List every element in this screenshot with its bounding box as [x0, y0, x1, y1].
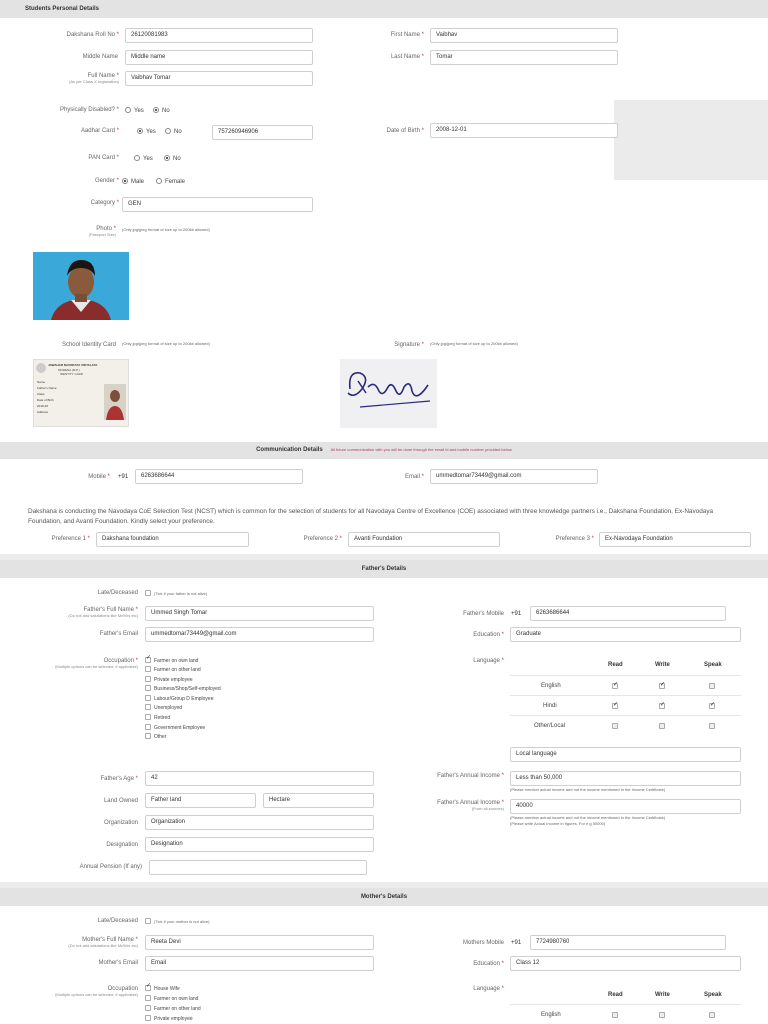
pan-label: PAN Card * [88, 155, 119, 161]
father-org-input[interactable]: Organization [145, 815, 374, 830]
mother-email-input[interactable]: Email [145, 956, 374, 971]
id-card-line-3: Father's Name [37, 386, 57, 390]
photo-label: Photo * (Passport Size) [88, 226, 116, 237]
father-late-label: Late/Deceased [97, 590, 138, 596]
mother-language-label: Language * [473, 986, 504, 992]
mother-english-write-checkbox[interactable] [659, 1012, 665, 1019]
id-card-note: (Only jpg/jpeg format of size up to 200kb allowed) [122, 341, 210, 346]
checkbox-checked [145, 985, 151, 991]
checkbox-box [145, 695, 151, 701]
mother-late-checkbox[interactable] [145, 918, 151, 925]
aadhar-no-radio[interactable]: No [165, 128, 182, 136]
id-card-line-1: IDENTITY CARD [60, 372, 83, 376]
father-late-note: (Tick if your father is not alive) [154, 591, 208, 596]
father-income2-label: Father's Annual Income * (From all sources) [437, 800, 504, 811]
father-occ-6[interactable]: Retired [145, 714, 170, 722]
radio-dot-selected [122, 178, 128, 184]
id-card-label: School Identity Card [61, 342, 116, 348]
communication-section-title: Communication Details [256, 447, 323, 453]
mother-education-select[interactable]: Class 12 [510, 956, 741, 971]
father-late-checkbox[interactable] [145, 590, 151, 597]
pref1-label: Preference 1 * [51, 536, 90, 542]
id-card-school-text: JAWAHAR NAVODAYA VIDYALAYA [48, 363, 98, 367]
id-card-portrait [104, 384, 126, 420]
father-name-input[interactable]: Ummed Singh Tomar [145, 606, 374, 621]
signature-graphic [340, 359, 437, 428]
pan-no-radio[interactable]: No [164, 155, 181, 163]
id-card-line-2: Name [37, 380, 46, 384]
father-lang-row-other [510, 715, 741, 735]
radio-dot-selected [164, 155, 170, 161]
father-income2-input[interactable]: 40000 [510, 799, 741, 814]
photo-note: (Only jpg/jpeg format of size up to 200kb allowed) [122, 227, 210, 232]
father-education-select[interactable]: Graduate [510, 627, 741, 642]
checkbox-box [145, 1005, 151, 1011]
father-income-note: (Please mention actual income and not the income mentioned in the Income Certificate) [510, 787, 666, 792]
dob-label: Date of Birth * [386, 128, 424, 134]
radio-dot-selected [153, 107, 159, 113]
pref3-label: Preference 3 * [555, 536, 594, 542]
checkbox-checked [612, 703, 618, 709]
father-email-input[interactable]: ummedtomar73449@gmail.com [145, 627, 374, 642]
father-age-label: Father's Age * [100, 776, 138, 782]
personal-section-title: Students Personal Details [25, 6, 100, 12]
checkbox-box [659, 723, 665, 729]
personal-section-header [0, 0, 768, 18]
checkbox-box [612, 1012, 618, 1018]
father-occ-1[interactable]: Farmer on other land [145, 666, 201, 674]
father-occ-3[interactable]: Business/Shop/Self-employed [145, 685, 221, 693]
father-designation-input[interactable]: Designation [145, 837, 374, 852]
first-name-input[interactable]: Vaibhav [430, 28, 618, 43]
checkbox-box [145, 676, 151, 682]
pref2-label: Preference 2 * [303, 536, 342, 542]
father-occ-8[interactable]: Other [145, 733, 167, 741]
radio-dot [134, 155, 140, 161]
checkbox-box [709, 723, 715, 729]
ncst-paragraph: Dakshana is conducting the Navodaya CoE Selection Test (NCST) which is common for the selection of students for all Navodaya Centre of Excellence (COE) associated with three knowledge partners i.e., Dakshana Foundation, Ex-Navodaya Foundation, and Avanti Foundation. Kindly select your preference. [28, 508, 714, 525]
other-speak-checkbox[interactable] [709, 723, 715, 730]
father-mobile-input[interactable]: 6263686644 [530, 606, 726, 621]
english-read-checkbox[interactable] [612, 683, 618, 690]
last-name-label: Last Name * [390, 54, 424, 60]
student-photo-image [33, 252, 129, 320]
full-name-input[interactable]: Vaibhav Tomar [125, 71, 313, 86]
father-lang-col-speak: Speak [704, 662, 722, 668]
other-write-checkbox[interactable] [659, 723, 665, 730]
category-select[interactable]: GEN [122, 197, 313, 212]
mother-mobile-input[interactable]: 7724980760 [530, 935, 726, 950]
mother-section-header [0, 888, 768, 906]
father-pension-label: Annual Pension (If any) [79, 864, 142, 870]
radio-dot [156, 178, 162, 184]
checkbox-box [659, 1012, 665, 1018]
lang-name: English [541, 683, 561, 689]
father-lang-row-english [510, 675, 741, 695]
mother-lang-col-write: Write [655, 992, 670, 998]
mother-email-label: Mother's Email [98, 960, 138, 966]
middle-name-label: Middle Name [82, 54, 118, 60]
communication-header-note: All future communication with you will be done through the email id and mobile number provided below [330, 447, 512, 452]
disabled-no-radio[interactable]: No [153, 107, 170, 115]
checkbox-box [145, 1015, 151, 1021]
father-occ-2[interactable]: Private employee [145, 676, 193, 684]
middle-name-input[interactable]: Middle name [125, 50, 313, 65]
mother-section-title: Mother's Details [360, 894, 408, 900]
school-id-card-image[interactable] [33, 359, 129, 427]
other-read-checkbox[interactable] [612, 723, 618, 730]
father-occ-0[interactable]: ✓Farmer on own land [145, 657, 198, 665]
father-land-unit-select[interactable]: Hectare [263, 793, 374, 808]
father-pension-input[interactable] [149, 860, 367, 875]
pref1-select[interactable]: Dakshana foundation [96, 532, 249, 547]
mother-mobile-label: Mothers Mobile [462, 940, 504, 946]
checkbox-box [145, 724, 151, 730]
pan-yes-radio[interactable]: Yes [134, 155, 153, 163]
father-education-label: Education * [473, 632, 504, 638]
hindi-speak-checkbox[interactable] [709, 703, 715, 710]
checkbox-box [145, 666, 151, 672]
hindi-write-checkbox[interactable] [659, 703, 665, 710]
right-grey-strip-lower [614, 100, 768, 180]
checkbox-checked [709, 703, 715, 709]
father-land-label: Land Owned [103, 798, 138, 804]
aadhar-label: Aadhar Card * [80, 128, 119, 134]
mother-english-speak-checkbox[interactable] [709, 1012, 715, 1019]
english-write-checkbox[interactable] [659, 683, 665, 690]
mother-late-note: (Tick if your mother is not alive) [154, 919, 210, 924]
father-name-label: Father's Full Name * (Do not add salutations like Mr/Mrs etc) [68, 607, 138, 618]
father-lang-col-write: Write [655, 662, 670, 668]
checkbox-box [145, 590, 151, 596]
mobile-prefix: +91 [118, 474, 129, 480]
radio-dot [165, 128, 171, 134]
mother-mobile-prefix: +91 [511, 940, 522, 946]
checkbox-box [145, 704, 151, 710]
right-grey-strip [614, 18, 768, 442]
mother-lang-col-speak: Speak [704, 992, 722, 998]
lang-name: Hindi [543, 703, 557, 709]
mother-name-input[interactable]: Reeta Devi [145, 935, 374, 950]
father-section-title: Father's Details [361, 566, 407, 572]
mother-occ-0[interactable]: ✓House Wife [145, 985, 180, 993]
father-org-label: Organization [103, 820, 138, 826]
father-mobile-prefix: +91 [511, 611, 522, 617]
mobile-label: Mobile * [88, 474, 110, 480]
gender-female-radio[interactable]: Female [156, 178, 185, 186]
id-card-line-7: Address [37, 410, 49, 414]
dob-input[interactable]: 2008-12-01 [430, 123, 618, 138]
father-income2-note1: (Please mention actual income and not the income mentioned in the Income Certificate) [510, 815, 666, 820]
father-email-label: Father's Email [99, 631, 138, 637]
signature-label: Signature * [394, 342, 424, 348]
checkbox-box [612, 723, 618, 729]
father-income-select[interactable]: Less than 50,000 [510, 771, 741, 786]
checkbox-box [145, 995, 151, 1001]
roll-no-label: Dakshana Roll No * [66, 32, 119, 38]
father-income2-note2: (Please write Actual Income in figures. For e.g 50000) [510, 821, 606, 826]
mother-occ-1[interactable]: Farmer on own land [145, 995, 198, 1003]
checkbox-checked [145, 657, 151, 663]
mother-occ-3[interactable]: Private employee [145, 1015, 193, 1023]
father-occ-4[interactable]: Labour/Group D Employee [145, 695, 213, 703]
last-name-input[interactable]: Tomar [430, 50, 618, 65]
father-income-label: Father's Annual Income * [437, 773, 504, 779]
email-label: Email * [404, 474, 424, 480]
checkbox-checked [612, 683, 618, 689]
aadhar-input[interactable]: 757260946906 [212, 125, 313, 140]
id-card-line-4: Class [37, 392, 45, 396]
mother-late-label: Late/Deceased [97, 918, 138, 924]
lang-name: English [541, 1012, 561, 1018]
pref2-select[interactable]: Avanti Foundation [348, 532, 500, 547]
aadhar-yes-radio[interactable]: Yes [137, 128, 156, 136]
mother-occ-2[interactable]: Farmer on other land [145, 1005, 201, 1013]
mother-education-label: Education * [473, 961, 504, 967]
communication-section-header [0, 442, 768, 459]
checkbox-checked [659, 683, 665, 689]
mother-english-read-checkbox[interactable] [612, 1012, 618, 1019]
father-designation-label: Designation [106, 842, 138, 848]
radio-dot-selected [137, 128, 143, 134]
id-card-line-0: MORENA (M.P.) [58, 368, 80, 372]
checkbox-box [145, 733, 151, 739]
pref3-select[interactable]: Ex-Navodaya Foundation [599, 532, 751, 547]
gender-label: Gender * [94, 178, 119, 184]
father-language-label: Language * [473, 658, 504, 664]
checkbox-box [709, 683, 715, 689]
father-occ-7[interactable]: Government Employee [145, 724, 205, 732]
checkbox-box [145, 714, 151, 720]
lang-name: Other/Local [534, 723, 566, 729]
checkbox-box [145, 918, 151, 924]
father-occupation-label: Occupation * (Multiple options can be selected, if applicable) [55, 658, 138, 669]
disabled-yes-radio[interactable]: Yes [125, 107, 144, 115]
disabled-label: Physically Disabled? * [59, 107, 119, 113]
full-name-label: Full Name * (As per Class X registration) [68, 73, 119, 84]
father-land-input[interactable]: Father land [145, 793, 256, 808]
radio-dot [125, 107, 131, 113]
checkbox-box [709, 1012, 715, 1018]
student-photo[interactable] [33, 252, 129, 320]
father-occ-5[interactable]: Unemployed [145, 704, 182, 712]
signature-text [340, 359, 343, 360]
father-mobile-label: Father's Mobile [463, 611, 504, 617]
mother-lang-col-read: Read [608, 992, 623, 998]
gender-male-radio[interactable]: Male [122, 178, 144, 186]
signature-note: (Only jpg/jpeg format of size up to 200kb allowed) [430, 341, 518, 346]
mobile-input[interactable]: 6263686644 [135, 469, 303, 484]
father-lang-col-read: Read [608, 662, 623, 668]
father-local-language-input[interactable]: Local language [510, 747, 741, 762]
english-speak-checkbox[interactable] [709, 683, 715, 690]
email-input[interactable]: ummedtomar73449@gmail.com [430, 469, 598, 484]
id-card-line-6: 2019-20 [37, 404, 49, 408]
roll-no-input[interactable]: 26120081983 [125, 28, 313, 43]
father-lang-row-hindi [510, 695, 741, 715]
mother-name-label: Mother's Full Name * (Do not add salutations like Mr/Mrs etc) [68, 937, 138, 948]
checkbox-checked [659, 703, 665, 709]
father-age-input[interactable]: 42 [145, 771, 374, 786]
hindi-read-checkbox[interactable] [612, 703, 618, 710]
category-label: Category * [90, 200, 119, 206]
checkbox-box [145, 685, 151, 691]
signature-image[interactable] [340, 359, 437, 428]
mother-occupation-label: Occupation (Multiple options can be selected, if applicable) [55, 986, 138, 997]
first-name-label: First Name * [390, 32, 424, 38]
id-card-line-5: Date of Birth [37, 398, 54, 402]
father-section-header [0, 560, 768, 578]
mother-lang-row-english [510, 1004, 741, 1024]
